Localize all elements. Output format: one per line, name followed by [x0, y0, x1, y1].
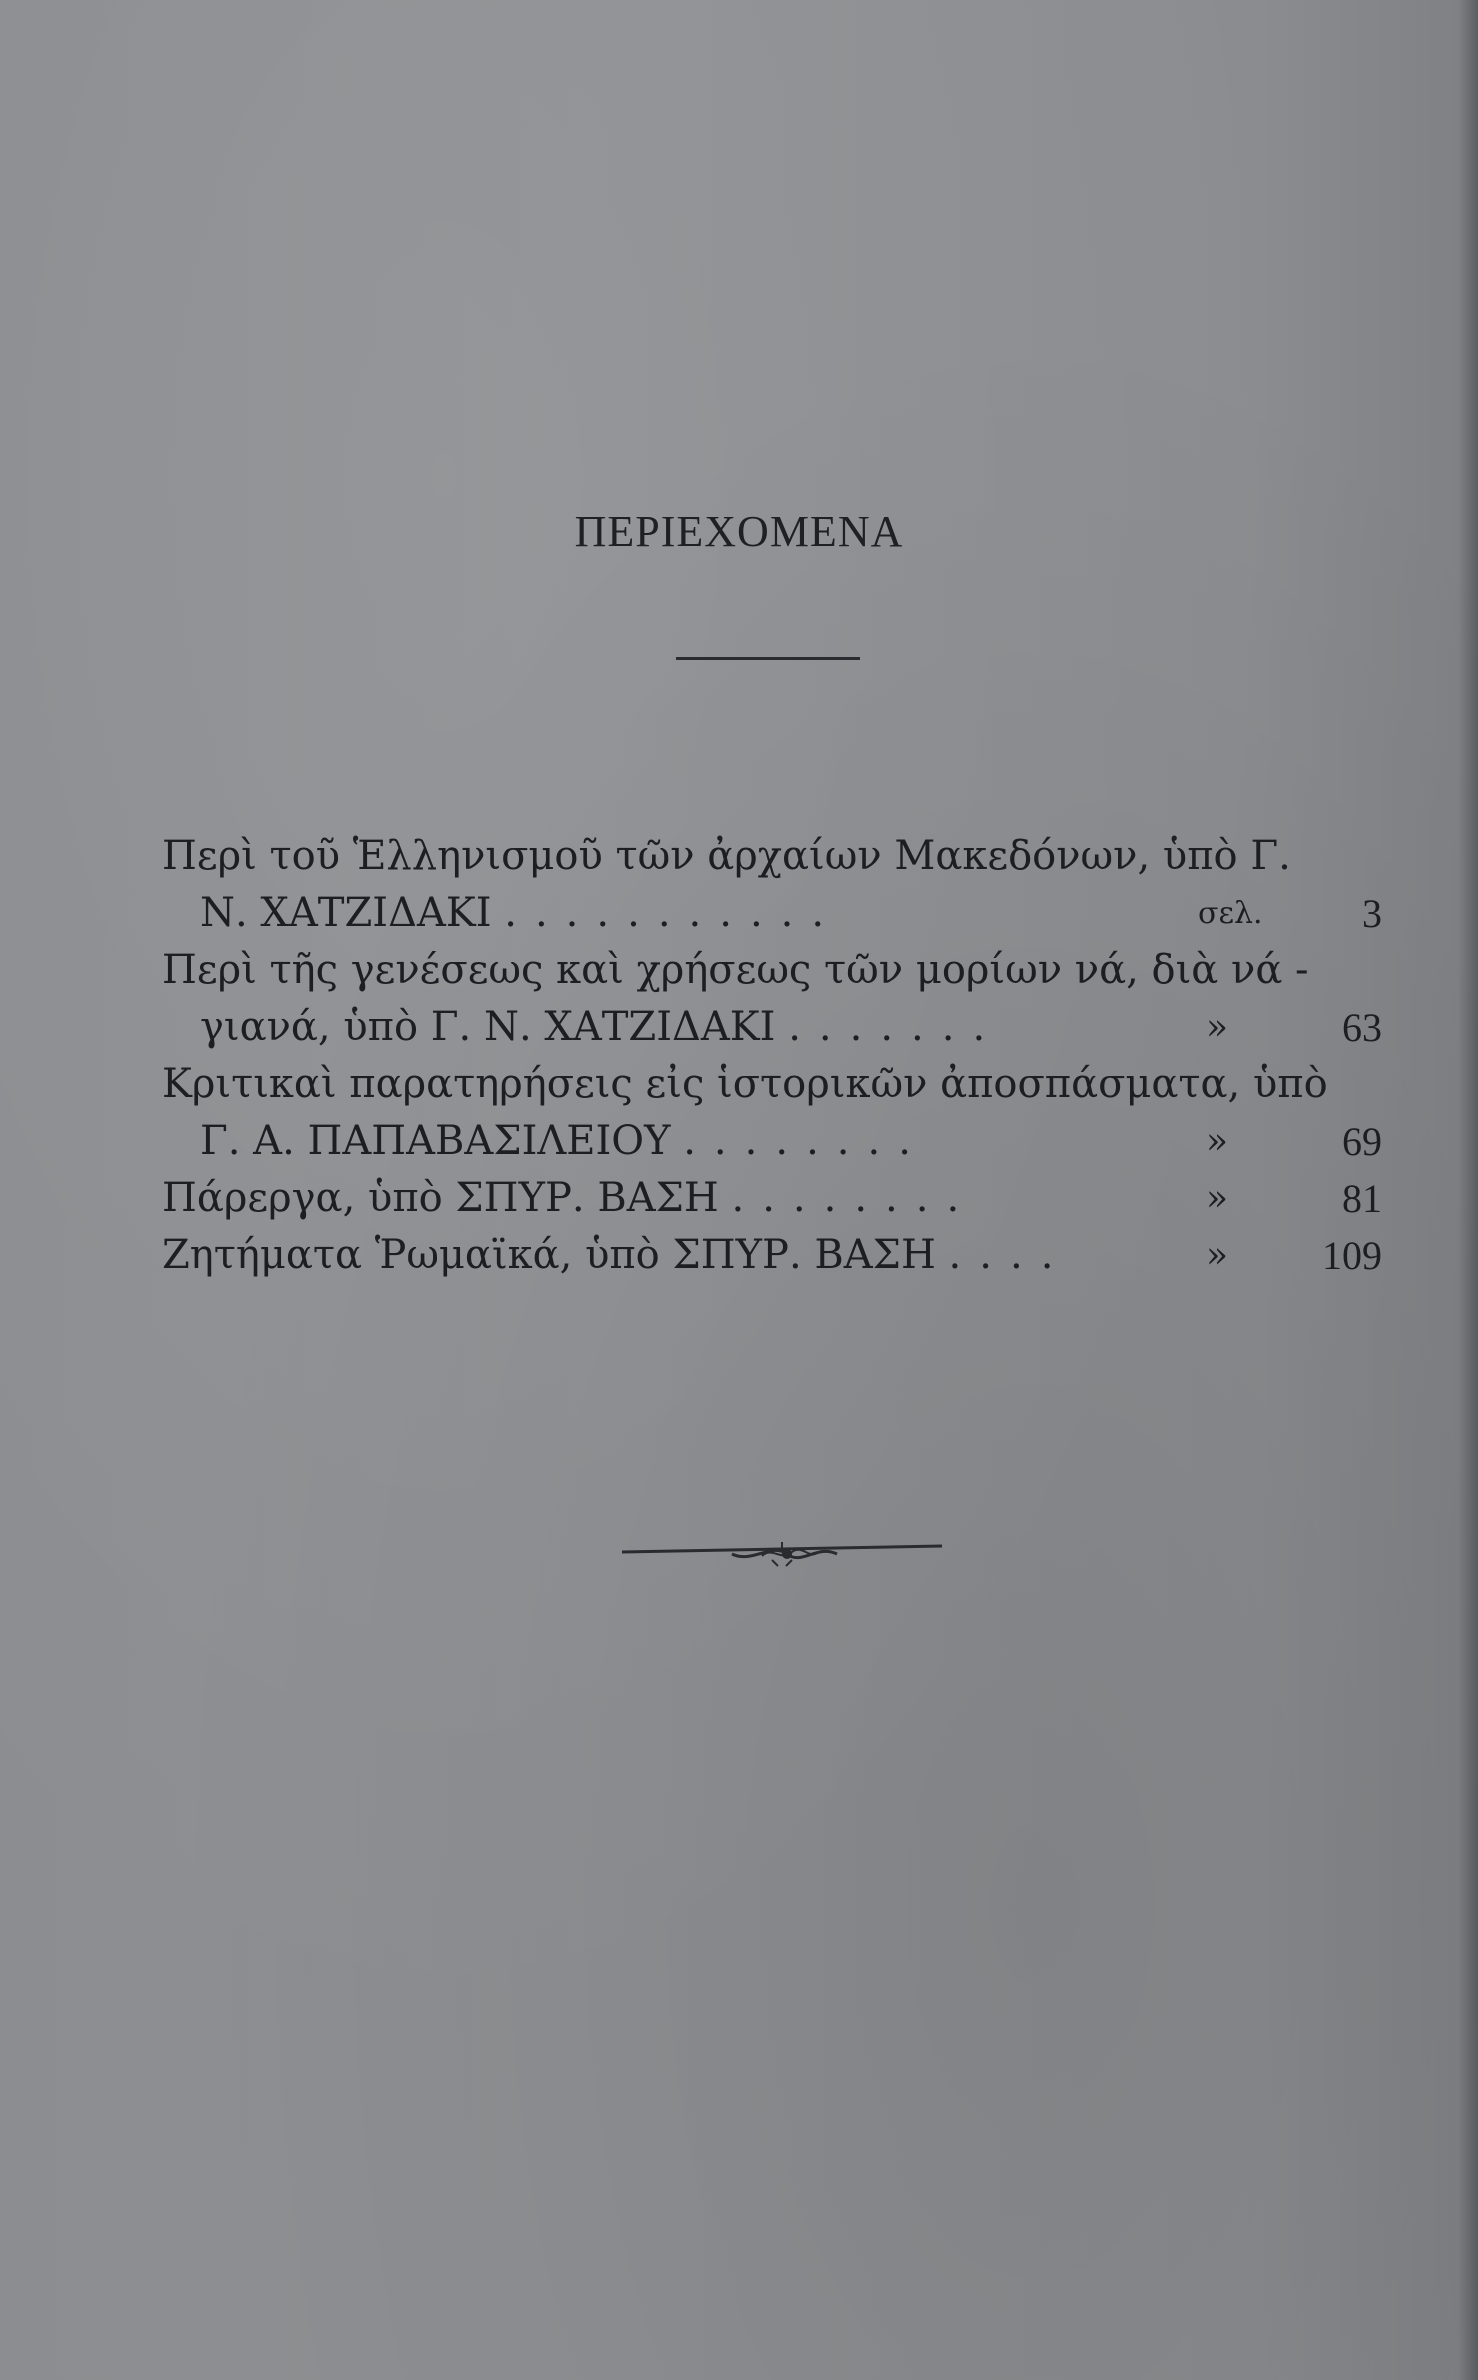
- toc-entry-title: Κριτικαὶ παρατηρήσεις εἰς ἱστορικῶν ἀποσπάσματα, ὑπὸ: [162, 1061, 1328, 1107]
- tailpiece-ornament-icon: [622, 1532, 942, 1572]
- toc-entry-4: [162, 1170, 1382, 1227]
- toc-entry-3-line-2: [162, 1113, 1382, 1170]
- toc-entry-2-line-2: [162, 999, 1382, 1056]
- toc-leader-dots: ....: [948, 1232, 1072, 1278]
- title-rule: [676, 657, 860, 660]
- toc-entry-title: Περὶ τοῦ Ἑλληνισμοῦ τῶν ἀρχαίων Μακεδόνων, ὑπὸ Γ.: [162, 833, 1291, 879]
- toc-leader-dots: .......: [788, 1004, 1004, 1050]
- table-of-contents: [162, 828, 1382, 1284]
- toc-entry-title: Ζητήματα Ῥωμαϊκά, ὑπὸ ΣΠΥΡ. ΒΑΣΗ: [162, 1232, 936, 1278]
- toc-page-prefix: »: [1206, 1235, 1229, 1276]
- toc-entry-3-line-1: [162, 1056, 1382, 1113]
- page-title: ΠΕΡΙΕΧΟΜΕΝΑ: [574, 507, 904, 556]
- toc-page-prefix: »: [1206, 1121, 1229, 1162]
- toc-page-prefix: σελ.: [1198, 896, 1263, 931]
- page-edge-shadow: [1458, 0, 1478, 2380]
- toc-entry-title: Περὶ τῆς γενέσεως καὶ χρήσεως τῶν μορίων νά, διὰ νά -: [162, 947, 1309, 993]
- toc-page-number: 81: [1342, 1176, 1382, 1221]
- toc-leader-dots: ........: [683, 1118, 929, 1164]
- toc-entry-1-line-1: [162, 828, 1382, 885]
- toc-page-number: 69: [1342, 1119, 1382, 1164]
- toc-entry-author: Ν. ΧΑΤΖΙΔΑΚΙ: [200, 890, 492, 936]
- toc-page-number: 3: [1362, 891, 1382, 936]
- toc-entry-2-line-1: [162, 942, 1382, 999]
- toc-page-prefix: »: [1206, 1178, 1229, 1219]
- toc-page-prefix: »: [1206, 1007, 1229, 1048]
- toc-entry-1-line-2: [162, 885, 1382, 942]
- toc-entry-5: [162, 1227, 1382, 1284]
- toc-page-number: 109: [1322, 1233, 1382, 1278]
- toc-entry-author: γιανά, ὑπὸ Γ. Ν. ΧΑΤΖΙΔΑΚΙ: [200, 1004, 776, 1050]
- toc-entry-author: Γ. Α. ΠΑΠΑΒΑΣΙΛΕΙΟΥ: [200, 1118, 671, 1164]
- toc-page-number: 63: [1342, 1005, 1382, 1050]
- toc-leader-dots: ........: [731, 1175, 978, 1221]
- toc-entry-title: Πάρεργα, ὑπὸ ΣΠΥΡ. ΒΑΣΗ: [162, 1175, 719, 1221]
- toc-leader-dots: ...........: [504, 890, 843, 936]
